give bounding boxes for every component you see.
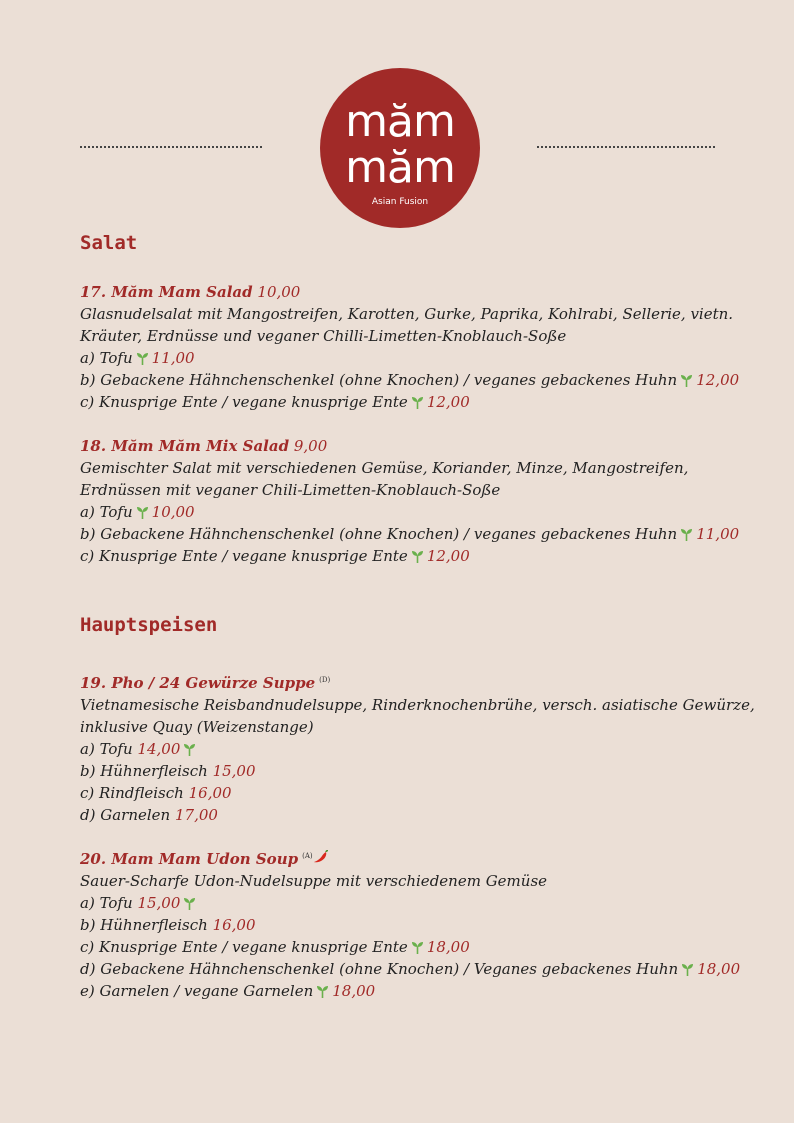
option-price: 15,00 bbox=[212, 762, 256, 780]
option-price: 12,00 bbox=[426, 393, 470, 411]
option-price: 18,00 bbox=[332, 982, 376, 1000]
restaurant-logo bbox=[320, 68, 480, 228]
dish-option bbox=[80, 958, 750, 980]
dish-name: 18. Măm Măm Mix Salad bbox=[80, 437, 290, 455]
dish-option bbox=[80, 914, 750, 936]
option-label: b) Gebackene Hähnchenschenkel (ohne Knochen) / veganes gebackenes Huhn bbox=[80, 371, 678, 389]
dish-option bbox=[80, 501, 750, 523]
option-price: 18,00 bbox=[426, 938, 470, 956]
dish-description: inklusive Quay (Weizenstange) bbox=[80, 718, 314, 736]
allergen-code: (A) bbox=[302, 852, 313, 860]
dish-option bbox=[80, 760, 750, 782]
sprout-icon bbox=[316, 984, 329, 998]
section-title-hauptspeisen: Hauptspeisen bbox=[80, 614, 218, 636]
logo-line-1: măm bbox=[345, 96, 455, 147]
logo-line-2: măm bbox=[345, 142, 455, 193]
sprout-icon bbox=[411, 395, 424, 409]
option-price: 16,00 bbox=[212, 916, 256, 934]
dish-option bbox=[80, 523, 750, 545]
dish-19 bbox=[80, 669, 755, 826]
section-title-salat: Salat bbox=[80, 232, 138, 254]
option-label: d) Gebackene Hähnchenschenkel (ohne Knochen) / Veganes gebackenes Huhn bbox=[80, 960, 679, 978]
dish-price: 9,00 bbox=[293, 437, 328, 455]
sprout-icon bbox=[136, 505, 149, 519]
dish-name: 20. Mam Mam Udon Soup bbox=[80, 850, 299, 868]
dish-option bbox=[80, 391, 750, 413]
option-label: a) Tofu bbox=[80, 503, 133, 521]
dish-option bbox=[80, 545, 750, 567]
dish-description: Gemischter Salat mit verschiedenen Gemüse, Koriander, Minze, Mangostreifen, bbox=[80, 459, 689, 477]
dish-option bbox=[80, 936, 750, 958]
option-label: b) Hühnerfleisch bbox=[80, 916, 208, 934]
dish-option bbox=[80, 892, 750, 914]
option-price: 11,00 bbox=[696, 525, 740, 543]
dish-price: 10,00 bbox=[257, 283, 301, 301]
dish-20 bbox=[80, 845, 750, 1002]
sprout-icon bbox=[183, 742, 196, 756]
option-label: a) Tofu bbox=[80, 349, 133, 367]
dish-name: 17. Măm Mam Salad bbox=[80, 283, 253, 301]
option-price: 10,00 bbox=[151, 503, 195, 521]
option-label: b) Hühnerfleisch bbox=[80, 762, 208, 780]
option-price: 15,00 bbox=[137, 894, 181, 912]
allergen-code: (D) bbox=[319, 676, 331, 684]
option-price: 17,00 bbox=[174, 806, 218, 824]
dish-option bbox=[80, 782, 750, 804]
sprout-icon bbox=[136, 351, 149, 365]
sprout-icon bbox=[411, 549, 424, 563]
option-price: 12,00 bbox=[696, 371, 740, 389]
dish-option bbox=[80, 738, 750, 760]
option-label: c) Knusprige Ente / vegane knusprige Ente bbox=[80, 393, 408, 411]
dish-description: Kräuter, Erdnüsse und veganer Chilli-Limetten-Knoblauch-Soße bbox=[80, 327, 567, 345]
dish-18 bbox=[80, 435, 750, 567]
option-price: 14,00 bbox=[137, 740, 181, 758]
dish-description: Vietnamesische Reisbandnudelsuppe, Rinderknochenbrühe, versch. asiatische Gewürze, bbox=[80, 696, 755, 714]
decorative-dotted-line-right bbox=[537, 146, 715, 150]
dish-option bbox=[80, 980, 750, 1002]
sprout-icon bbox=[183, 896, 196, 910]
dish-description: Glasnudelsalat mit Mangostreifen, Karotten, Gurke, Paprika, Kohlrabi, Sellerie, vietn. bbox=[80, 305, 734, 323]
option-label: a) Tofu bbox=[80, 894, 133, 912]
option-price: 11,00 bbox=[151, 349, 195, 367]
option-price: 18,00 bbox=[697, 960, 741, 978]
option-label: b) Gebackene Hähnchenschenkel (ohne Knochen) / veganes gebackenes Huhn bbox=[80, 525, 678, 543]
dish-option bbox=[80, 369, 750, 391]
dish-option bbox=[80, 347, 750, 369]
dish-17 bbox=[80, 281, 750, 413]
dish-description: Erdnüssen mit veganer Chili-Limetten-Knoblauch-Soße bbox=[80, 481, 501, 499]
chili-icon bbox=[313, 850, 329, 864]
option-price: 16,00 bbox=[188, 784, 232, 802]
logo-tagline: Asian Fusion bbox=[371, 197, 429, 207]
dish-name: 19. Pho / 24 Gewürze Suppe bbox=[80, 674, 316, 692]
sprout-icon bbox=[680, 527, 693, 541]
option-label: e) Garnelen / vegane Garnelen bbox=[80, 982, 314, 1000]
option-label: d) Garnelen bbox=[80, 806, 171, 824]
sprout-icon bbox=[681, 962, 694, 976]
option-label: a) Tofu bbox=[80, 740, 133, 758]
option-label: c) Knusprige Ente / vegane knusprige Ente bbox=[80, 938, 408, 956]
option-price: 12,00 bbox=[426, 547, 470, 565]
option-label: c) Rindfleisch bbox=[80, 784, 184, 802]
sprout-icon bbox=[680, 373, 693, 387]
dish-description: Sauer-Scharfe Udon-Nudelsuppe mit verschiedenem Gemüse bbox=[80, 872, 548, 890]
dish-option bbox=[80, 804, 750, 826]
option-label: c) Knusprige Ente / vegane knusprige Ente bbox=[80, 547, 408, 565]
decorative-dotted-line-left bbox=[80, 146, 262, 150]
sprout-icon bbox=[411, 940, 424, 954]
